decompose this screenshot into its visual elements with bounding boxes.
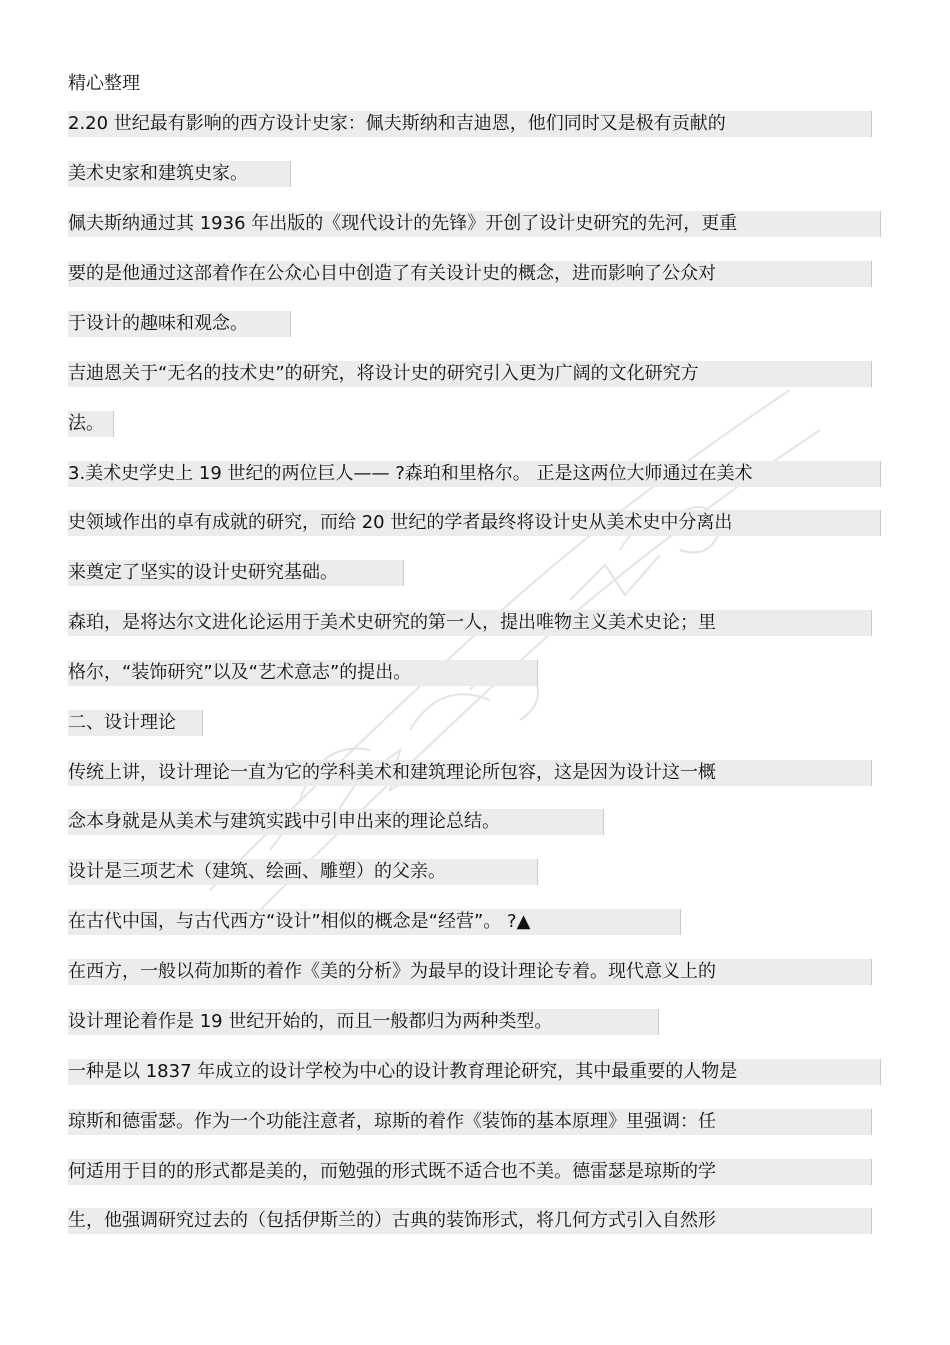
text-line: 美术史家和建筑史家。 <box>68 161 291 187</box>
page-header: 精心整理 <box>68 73 140 94</box>
text-line: 佩夫斯纳通过其 1936 年出版的《现代设计的先锋》开创了设计史研究的先河，更重 <box>68 211 881 237</box>
text-line: 史领域作出的卓有成就的研究，而给 20 世纪的学者最终将设计史从美术史中分离出 <box>68 510 881 536</box>
text-line: 传统上讲，设计理论一直为它的学科美术和建筑理论所包容，这是因为设计这一概 <box>68 760 872 786</box>
text-line: 一种是以 1837 年成立的设计学校为中心的设计教育理论研究，其中最重要的人物是 <box>68 1059 881 1085</box>
text-line: 要的是他通过这部着作在公众心目中创造了有关设计史的概念，进而影响了公众对 <box>68 261 872 287</box>
text-line: 琼斯和德雷瑟。作为一个功能注意者，琼斯的着作《装饰的基本原理》里强调：任 <box>68 1109 872 1135</box>
text-line: 于设计的趣味和观念。 <box>68 311 291 337</box>
section-heading: 二、设计理论 <box>68 710 203 736</box>
text-line: 2.20 世纪最有影响的西方设计史家：佩夫斯纳和吉迪恩，他们同时又是极有贡献的 <box>68 111 872 137</box>
text-line: 来奠定了坚实的设计史研究基础。 <box>68 560 404 586</box>
text-line: 设计理论着作是 19 世纪开始的，而且一般都归为两种类型。 <box>68 1009 659 1035</box>
text-line: 设计是三项艺术（建筑、绘画、雕塑）的父亲。 <box>68 859 538 885</box>
text-line: 森珀，是将达尔文进化论运用于美术史研究的第一人，提出唯物主义美术史论；里 <box>68 610 872 636</box>
text-line: 格尔，“装饰研究”以及“艺术意志”的提出。 <box>68 660 538 686</box>
text-line: 吉迪恩关于“无名的技术史”的研究，将设计史的研究引入更为广阔的文化研究方 <box>68 361 872 387</box>
text-line: 念本身就是从美术与建筑实践中引申出来的理论总结。 <box>68 809 604 835</box>
text-line: 何适用于目的的形式都是美的，而勉强的形式既不适合也不美。德雷瑟是琼斯的学 <box>68 1159 872 1185</box>
text-line: 在古代中国，与古代西方“设计”相似的概念是“经营”。 ?▲ <box>68 909 681 935</box>
text-line: 在西方，一般以荷加斯的着作《美的分析》为最早的设计理论专着。现代意义上的 <box>68 959 872 985</box>
text-line: 法。 <box>68 411 114 437</box>
text-line: 3.美术史学史上 19 世纪的两位巨人—— ?森珀和里格尔。 正是这两位大师通过在美术 <box>68 461 881 487</box>
text-line: 生，他强调研究过去的（包括伊斯兰的）古典的装饰形式，将几何方式引入自然形 <box>68 1208 872 1234</box>
